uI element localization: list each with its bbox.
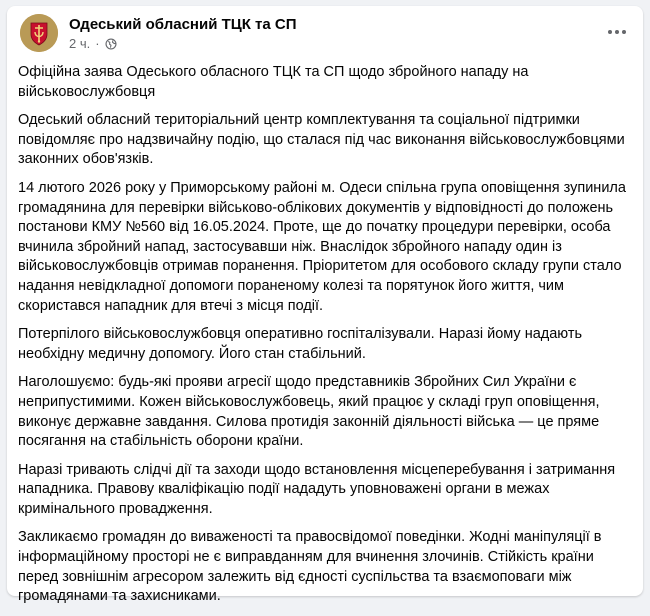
more-horizontal-icon[interactable] (603, 20, 631, 44)
meta-separator: · (95, 36, 100, 51)
post-paragraph: Одеський обласний територіальний центр комплектування та соціальної підтримки повідомляє про надзвичайну подію, що сталася під час виконання військовослужбовцями законних обов'язків. (18, 112, 625, 168)
post-timestamp[interactable]: 2 ч. (69, 36, 91, 51)
page-avatar[interactable] (20, 14, 58, 52)
page-name-link[interactable]: Одеський обласний ТЦК та СП (69, 16, 297, 33)
post-card (7, 6, 643, 605)
post-paragraph: Наголошуємо: будь-які прояви агресії щодо представників Збройних Сил України є неприпустимими. Кожен військовослужбовець, який працює у складі груп оповіщення, виконує державне завдання. Силова протидія законній діяльності війська — це пряме посягання на стабільність оборони країни. (18, 374, 600, 450)
post-paragraph: 14 лютого 2026 року у Приморському районі м. Одеси спільна група оповіщення зупинила громадянина для перевірки військово-облікових документів у відповідності до положень постанови КМУ №560 від 16.05.2024. Проте, ще до початку процедури перевірки, особа вчинила збройний напад, застосувавши ніж. Внаслідок збройного нападу один із військовослужбовців отримав поранення. Пріоритетом для особового складу групи стало надання невідкладної допомоги пораненому колезі та порятунок його життя, чим скористався нападник для втечі з місця події. (18, 179, 626, 314)
post-body (18, 63, 630, 616)
post-header (20, 14, 633, 62)
post-paragraph: Наразі тривають слідчі дії та заходи щодо встановлення місцеперебування і затримання нападника. Правову кваліфікацію події нададуть уповноважені органи в межах кримінального провадження. (18, 461, 616, 517)
post-paragraph: Потерпілого військовослужбовця оперативно госпіталізували. Наразі йому надають необхідну медичну допомогу. Його стан стабільний. (18, 326, 583, 362)
post-title: Офіційна заява Одеського обласного ТЦК та СП щодо збройного нападу на військовослужбовця (18, 64, 529, 100)
post-paragraph: Закликаємо громадян до виваженості та правосвідомої поведінки. Жодні маніпуляції в інформаційному просторі не є виправданням для вчинення злочинів. Стійкість країни перед зовнішнім агресором залежить від єдності суспільства та взаємоповаги між громадянами та захисниками. (18, 529, 602, 605)
post-meta (69, 36, 117, 51)
coat-of-arms-icon (20, 14, 58, 52)
globe-icon (105, 38, 117, 50)
